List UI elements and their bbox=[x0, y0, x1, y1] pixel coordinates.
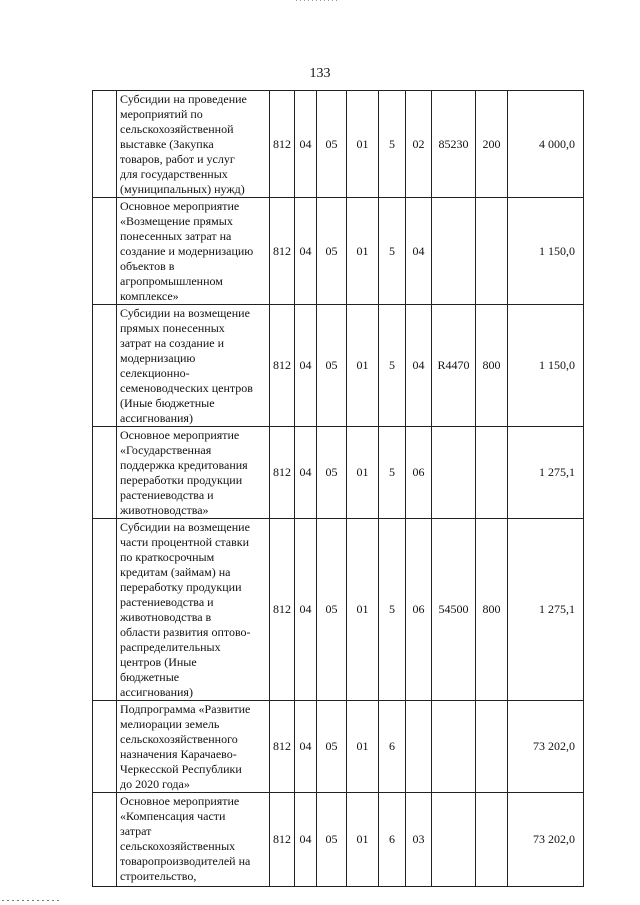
table-row bbox=[93, 91, 584, 198]
blank-cell bbox=[93, 91, 117, 198]
expense-type-code bbox=[476, 701, 508, 793]
direction-code bbox=[432, 701, 476, 793]
table-row bbox=[93, 198, 584, 305]
table-row bbox=[93, 305, 584, 427]
scan-artifact-top bbox=[296, 0, 340, 1]
expense-type-code bbox=[476, 793, 508, 887]
ministry-code: 812 bbox=[270, 793, 295, 887]
subsection-code: 05 bbox=[317, 519, 347, 701]
amount: 1 275,1 bbox=[508, 427, 584, 519]
section-code: 04 bbox=[295, 427, 317, 519]
program-code: 01 bbox=[347, 701, 379, 793]
ministry-code: 812 bbox=[270, 198, 295, 305]
subprogram-code: 5 bbox=[379, 519, 406, 701]
expense-type-code: 200 bbox=[476, 91, 508, 198]
program-code: 01 bbox=[347, 427, 379, 519]
section-code: 04 bbox=[295, 198, 317, 305]
section-code: 04 bbox=[295, 91, 317, 198]
event-code: 06 bbox=[406, 519, 432, 701]
item-name: Основное мероприятие «Государственная поддержка кредитования переработки продукции растениеводства и животноводства» bbox=[117, 427, 270, 519]
program-code: 01 bbox=[347, 91, 379, 198]
subsection-code: 05 bbox=[317, 305, 347, 427]
program-code: 01 bbox=[347, 519, 379, 701]
direction-code: R4470 bbox=[432, 305, 476, 427]
section-code: 04 bbox=[295, 305, 317, 427]
blank-cell bbox=[93, 198, 117, 305]
expense-type-code bbox=[476, 198, 508, 305]
table-row bbox=[93, 519, 584, 701]
event-code: 04 bbox=[406, 305, 432, 427]
direction-code bbox=[432, 793, 476, 887]
direction-code: 54500 bbox=[432, 519, 476, 701]
blank-cell bbox=[93, 701, 117, 793]
event-code: 04 bbox=[406, 198, 432, 305]
item-name: Основное мероприятие «Возмещение прямых понесенных затрат на создание и модернизацию объектов в агропромышленном комплексе» bbox=[117, 198, 270, 305]
page-number: 133 bbox=[309, 66, 331, 81]
section-code: 04 bbox=[295, 519, 317, 701]
ministry-code: 812 bbox=[270, 305, 295, 427]
table-row bbox=[93, 427, 584, 519]
table-row bbox=[93, 701, 584, 793]
amount: 4 000,0 bbox=[508, 91, 584, 198]
section-code: 04 bbox=[295, 793, 317, 887]
item-name: Субсидии на возмещение части процентной ставки по краткосрочным кредитам (займам) на переработку продукции растениеводства и животноводства в области развития оптово- распределительных центров (Иные бюджетные ассигнования) bbox=[117, 519, 270, 701]
direction-code: 85230 bbox=[432, 91, 476, 198]
subsection-code: 05 bbox=[317, 427, 347, 519]
event-code: 06 bbox=[406, 427, 432, 519]
blank-cell bbox=[93, 427, 117, 519]
expense-type-code bbox=[476, 427, 508, 519]
section-code: 04 bbox=[295, 701, 317, 793]
blank-cell bbox=[93, 305, 117, 427]
amount: 1 150,0 bbox=[508, 305, 584, 427]
subsection-code: 05 bbox=[317, 198, 347, 305]
program-code: 01 bbox=[347, 305, 379, 427]
subsection-code: 05 bbox=[317, 793, 347, 887]
subprogram-code: 5 bbox=[379, 427, 406, 519]
subprogram-code: 6 bbox=[379, 701, 406, 793]
event-code: 03 bbox=[406, 793, 432, 887]
table-row bbox=[93, 793, 584, 887]
item-name: Подпрограмма «Развитие мелиорации земель сельскохозяйственного назначения Карачаево- Черкесской Республики до 2020 года» bbox=[117, 701, 270, 793]
event-code: 02 bbox=[406, 91, 432, 198]
ministry-code: 812 bbox=[270, 519, 295, 701]
direction-code bbox=[432, 198, 476, 305]
item-name: Субсидии на возмещение прямых понесенных затрат на создание и модернизацию селекционно- семеноводческих центров (Иные бюджетные ассигнования) bbox=[117, 305, 270, 427]
amount: 1 150,0 bbox=[508, 198, 584, 305]
amount: 73 202,0 bbox=[508, 793, 584, 887]
subprogram-code: 6 bbox=[379, 793, 406, 887]
direction-code bbox=[432, 427, 476, 519]
budget-table bbox=[92, 90, 584, 887]
ministry-code: 812 bbox=[270, 91, 295, 198]
subprogram-code: 5 bbox=[379, 91, 406, 198]
program-code: 01 bbox=[347, 198, 379, 305]
expense-type-code: 800 bbox=[476, 519, 508, 701]
subprogram-code: 5 bbox=[379, 198, 406, 305]
ministry-code: 812 bbox=[270, 701, 295, 793]
amount: 1 275,1 bbox=[508, 519, 584, 701]
event-code bbox=[406, 701, 432, 793]
amount: 73 202,0 bbox=[508, 701, 584, 793]
blank-cell bbox=[93, 793, 117, 887]
subsection-code: 05 bbox=[317, 91, 347, 198]
subprogram-code: 5 bbox=[379, 305, 406, 427]
ministry-code: 812 bbox=[270, 427, 295, 519]
scan-artifact-bottom bbox=[2, 900, 62, 901]
blank-cell bbox=[93, 519, 117, 701]
program-code: 01 bbox=[347, 793, 379, 887]
item-name: Субсидии на проведение мероприятий по сельскохозяйственной выставке (Закупка товаров, работ и услуг для государственных (муниципальных) нужд) bbox=[117, 91, 270, 198]
item-name: Основное мероприятие «Компенсация части затрат сельскохозяйственных товаропроизводителей на строительство, bbox=[117, 793, 270, 887]
subsection-code: 05 bbox=[317, 701, 347, 793]
expense-type-code: 800 bbox=[476, 305, 508, 427]
